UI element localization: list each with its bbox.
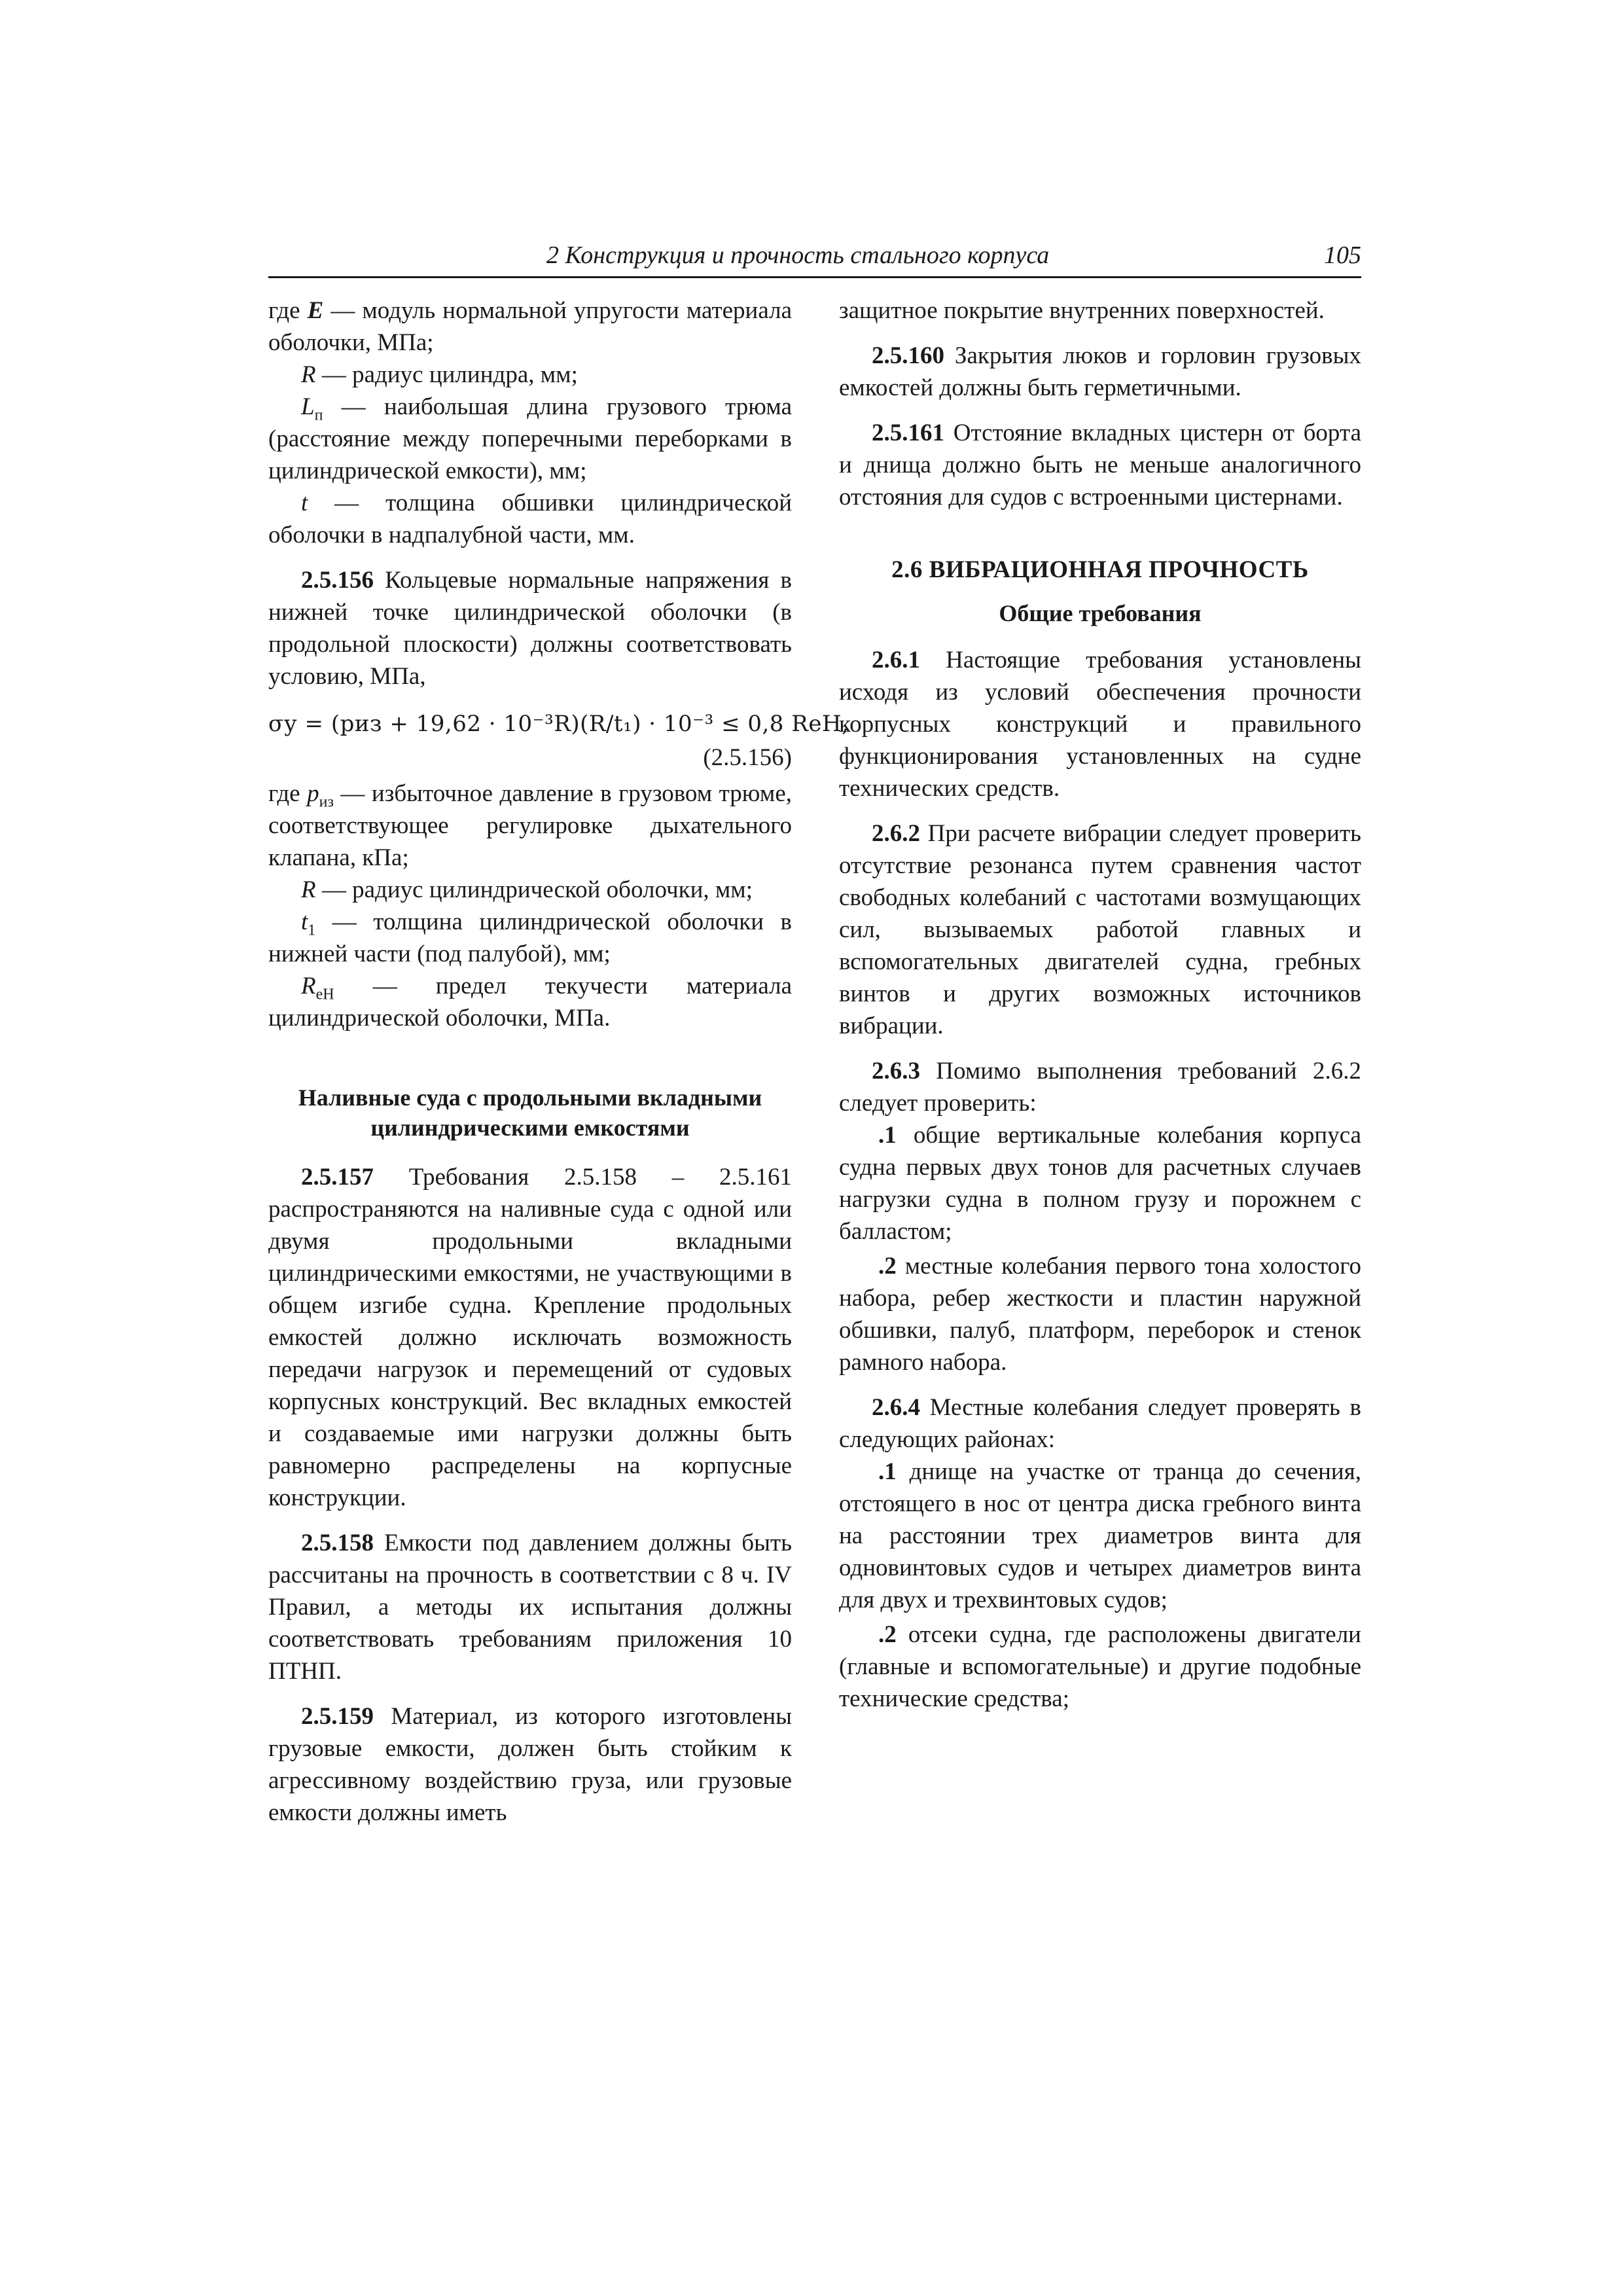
left-column [268,295,849,1829]
definition-R: R — радиус цилиндра, мм; [301,361,578,388]
paragraph-2-6-2: 2.6.2 При расчете вибрации следует проверить отсутствие резонанса путем сравнения частот свободных колебаний с частотами возмущающих сил, вызываемых работой главных и вспомогательных двигателей судна, гребных винтов и других возможных источников вибрации. [839,820,1361,1039]
paragraph-2-5-160: 2.5.160 Закрытия люков и горловин грузовых емкостей должны быть герметичными. [839,342,1361,401]
definition-t: t — толщина обшивки цилиндрической оболочки в надпалубной части, мм. [268,490,792,548]
page-number: 105 [1324,242,1361,269]
running-header [268,236,1361,278]
paragraph-2-5-157: 2.5.157 Требования 2.5.158 – 2.5.161 распространяются на наливные суда с одной или двумя продольными вкладными цилиндрическими емкостями, не участвующими в общем изгибе судна. Крепление продольных емкостей должно исключать возможность передачи нагрузок и перемещений от судовых корпусных конструкций. Вес вкладных емкостей и создаваемые ими нагрузки должны быть равномерно распределены на корпусные конструкции. [268,1164,792,1511]
running-header-title: 2 Конструкция и прочность стального корпуса [546,242,1050,269]
paragraph-2-6-1: 2.6.1 Настоящие требования установлены исходя из условий обеспечения прочности корпусных конструкций и правильного функционирования установленных на судне технических средств. [839,647,1361,802]
formula-number: (2.5.156) [703,744,792,771]
section-heading: 2.6 ВИБРАЦИОННАЯ ПРОЧНОСТЬ [891,556,1309,583]
definition-E: где E — модуль нормальной упругости материала оболочки, МПа; [268,297,792,356]
list-item: .1 общие вертикальные колебания корпуса судна первых двух тонов для расчетных случаев нагрузки судна в полном грузу и порожнем с балластом; [839,1122,1361,1245]
list-item: .1 днище на участке от транца до сечения, отстоящего в нос от центра диска гребного винта на расстоянии трех диаметров винта для одновинтовых судов и четырех диаметров винта для двух и трехвинтовых судов; [839,1458,1361,1613]
definition-t1: $t_1$ — толщина цилиндрической оболочки в нижней части (под палубой), мм; [268,908,792,967]
right-column [839,295,1361,1715]
formula-expression: σу = (pиз + 19,62 · 10⁻³R)(R/t₁) · 10⁻³ ≤ 0,8 ReH, [268,711,849,737]
definition-ReH: $R_{eH}$ — предел текучести материала цилиндрической оболочки, МПа. [268,973,792,1031]
formula-2-5-156 [268,707,849,775]
paragraph-2-5-156: 2.5.156 Кольцевые нормальные напряжения в нижней точке цилиндрической оболочки (в продольной плоскости) должны соответствовать условию, МПа, [268,567,792,690]
section-subheading: Общие требования [999,600,1202,626]
paragraph-2-6-4: 2.6.4 Местные колебания следует проверять в следующих районах: [839,1394,1361,1453]
paragraph-2-5-159-continued: защитное покрытие внутренних поверхностей. [839,297,1325,324]
definition-R2: R — радиус цилиндрической оболочки, мм; [301,876,753,903]
paragraph-2-6-3: 2.6.3 Помимо выполнения требований 2.6.2 следует проверить: [839,1058,1361,1117]
list-item: .2 местные колебания первого тона холостого набора, ребер жесткости и пластин наружной обшивки, палуб, платформ, переборок и стенок рамного набора. [839,1253,1361,1376]
paragraph-2-5-161: 2.5.161 Отстояние вкладных цистерн от борта и днища должно быть не меньше аналогичного отстояния для судов с встроенными цистернами. [839,420,1361,511]
list-item: .2 отсеки судна, где расположены двигатели (главные и вспомогательные) и другие подобные технические средства; [839,1621,1361,1712]
paragraph-2-5-159: 2.5.159 Материал, из которого изготовлены грузовые емкости, должен быть стойким к агрессивному воздействию груза, или грузовые емкости должны иметь [268,1703,792,1826]
definition-L: $L_п$ — наибольшая длина грузового трюма (расстояние между поперечными переборками в цилиндрической емкости), мм; [268,393,792,484]
subsection-heading: Наливные суда с продольными вкладными цилиндрическими емкостями [298,1085,762,1141]
definition-p-iz: где $p_{из}$ — избыточное давление в грузовом трюме, соответствующее регулировке дыхательного клапана, кПа; [268,780,793,871]
paragraph-2-5-158: 2.5.158 Емкости под давлением должны быть рассчитаны на прочность в соответствии с 8 ч. IV Правил, а методы их испытания должны соответствовать требованиям приложения 10 ПТНП. [268,1530,792,1685]
